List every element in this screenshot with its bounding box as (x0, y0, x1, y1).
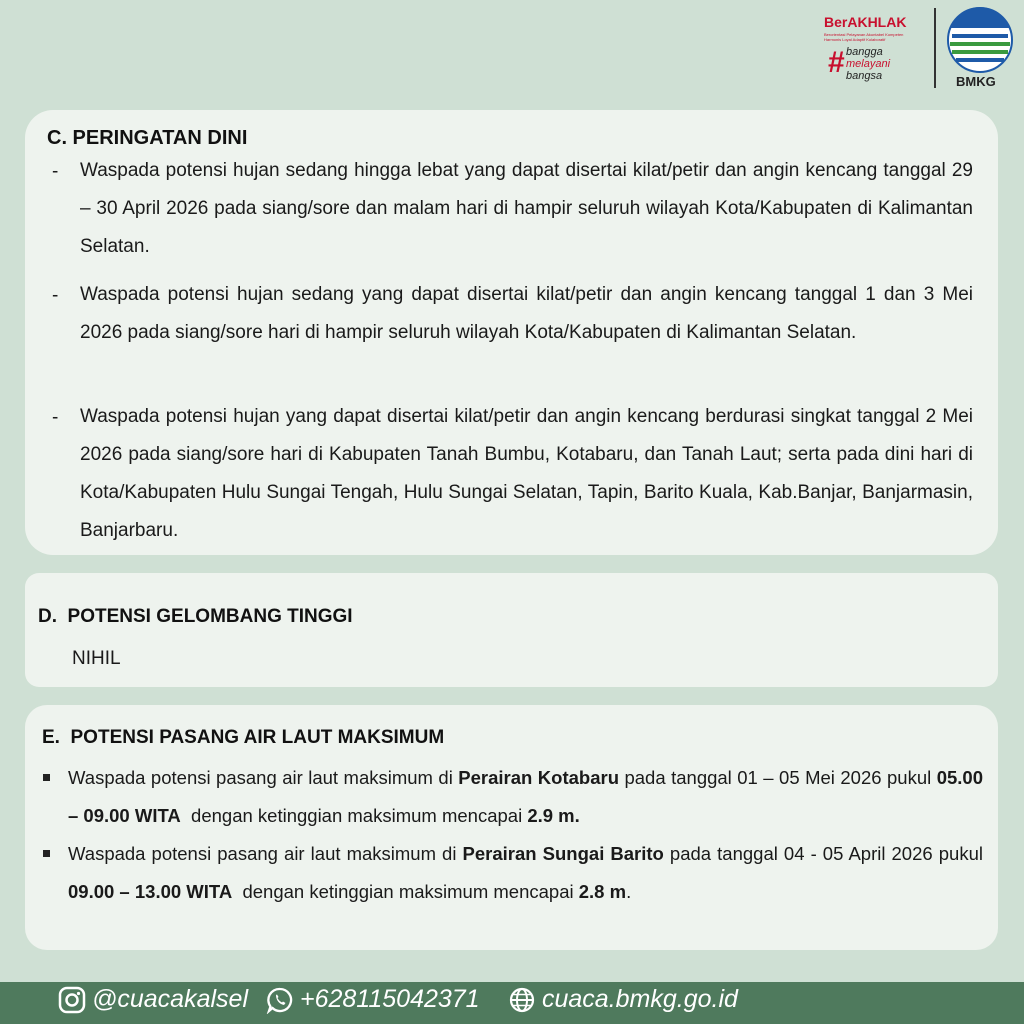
bangga-melayani-bangsa-logo (846, 46, 890, 82)
bullet-icon (43, 850, 50, 857)
high-wave-card (25, 573, 998, 687)
tide-location: Perairan Kotabaru (458, 767, 620, 788)
tide-item (68, 843, 989, 911)
tide-height: 2.9 m. (527, 805, 580, 826)
tide-location: Perairan Sungai Barito (462, 843, 664, 864)
bullet-icon (43, 774, 50, 781)
tide-time: 05.00 – 09.00 WITA (68, 767, 989, 826)
tide-text-part: pada tanggal 04 - 05 April 2026 pukul (663, 843, 989, 864)
list-dash: - (52, 161, 59, 182)
instagram-handle: @cuacakalsel (92, 985, 249, 1013)
tide-text (68, 759, 989, 835)
tide-text (68, 835, 989, 911)
tide-text-part: dengan ketinggian maksimum mencapai (180, 805, 528, 826)
tide-card (25, 705, 998, 950)
melayani-text: melayani (846, 58, 891, 70)
website-link[interactable] (508, 985, 738, 1014)
tide-height: 2.8 m (578, 881, 627, 902)
warning-text: Waspada potensi hujan yang dapat disertai kilat/petir dan angin kencang berdurasi singkat tanggal 2 Mei 2026 pada siang/sore hari di Kabupaten Tanah Bumbu, Kotabaru, dan Tanah Laut; serta pada dini hari di Kota/Kabupaten Hulu Sungai Tengah, Hulu Sungai Selatan, Tapin, Barito Kuala, Kab.Banjar, Banjarmasin, Banjarbaru. (80, 406, 973, 541)
high-wave-value: NIHIL (72, 648, 121, 669)
footer-bar (0, 982, 1024, 1024)
warning-text: Waspada potensi hujan sedang yang dapat disertai kilat/petir dan angin kencang tanggal 1 dan 3 Mei 2026 pada siang/sore hari di hampir seluruh wilayah Kota/Kabupaten di Kalimantan Selatan. (80, 284, 973, 343)
warning-item (52, 284, 973, 352)
globe-icon (508, 986, 536, 1014)
whatsapp-link[interactable] (266, 985, 480, 1014)
early-warning-card (25, 110, 998, 555)
tide-text-part: Waspada potensi pasang air laut maksimum di (68, 843, 463, 864)
tide-text-part: pada tanggal 01 – 05 Mei 2026 pukul (619, 767, 937, 788)
tide-title: E. POTENSI PASANG AIR LAUT MAKSIMUM (42, 727, 445, 748)
logo-divider (934, 8, 936, 88)
website-url: cuaca.bmkg.go.id (542, 985, 738, 1013)
high-wave-title: D. POTENSI GELOMBANG TINGGI (38, 606, 353, 627)
instagram-link[interactable] (58, 985, 248, 1014)
tide-time: 09.00 – 13.00 WITA (68, 881, 233, 902)
header-logos (814, 4, 1014, 92)
list-dash: - (52, 285, 59, 306)
whatsapp-number: +628115042371 (300, 985, 480, 1013)
tide-text-part: . (626, 881, 632, 902)
instagram-icon (58, 986, 86, 1014)
early-warning-title: C. PERINGATAN DINI (47, 127, 248, 149)
hashtag-icon: # (828, 46, 845, 79)
list-dash: - (52, 407, 59, 428)
whatsapp-icon (266, 986, 294, 1014)
bangga-text: bangga (846, 46, 883, 58)
tide-text-part: Waspada potensi pasang air laut maksimum di (68, 767, 459, 788)
warning-item (52, 406, 973, 550)
berakhlak-logo: BerAKHLAK (824, 14, 907, 30)
warning-text: Waspada potensi hujan sedang hingga lebat yang dapat disertai kilat/petir dan angin kencang tanggal 29 – 30 April 2026 pada siang/sore dan malam hari di hampir seluruh wilayah Kota/Kabupaten di Kalimantan Selatan. (80, 160, 973, 257)
bmkg-label: BMKG (956, 74, 996, 89)
berakhlak-tagline: Berorientasi Pelayanan Akuntabel Kompeten Harmonis Loyal Adaptif Kolaboratif (824, 32, 904, 42)
bangsa-text: bangsa (846, 70, 883, 82)
warning-item (52, 160, 973, 266)
tide-text-part: dengan ketinggian maksimum mencapai (232, 881, 579, 902)
tide-item (68, 767, 989, 835)
